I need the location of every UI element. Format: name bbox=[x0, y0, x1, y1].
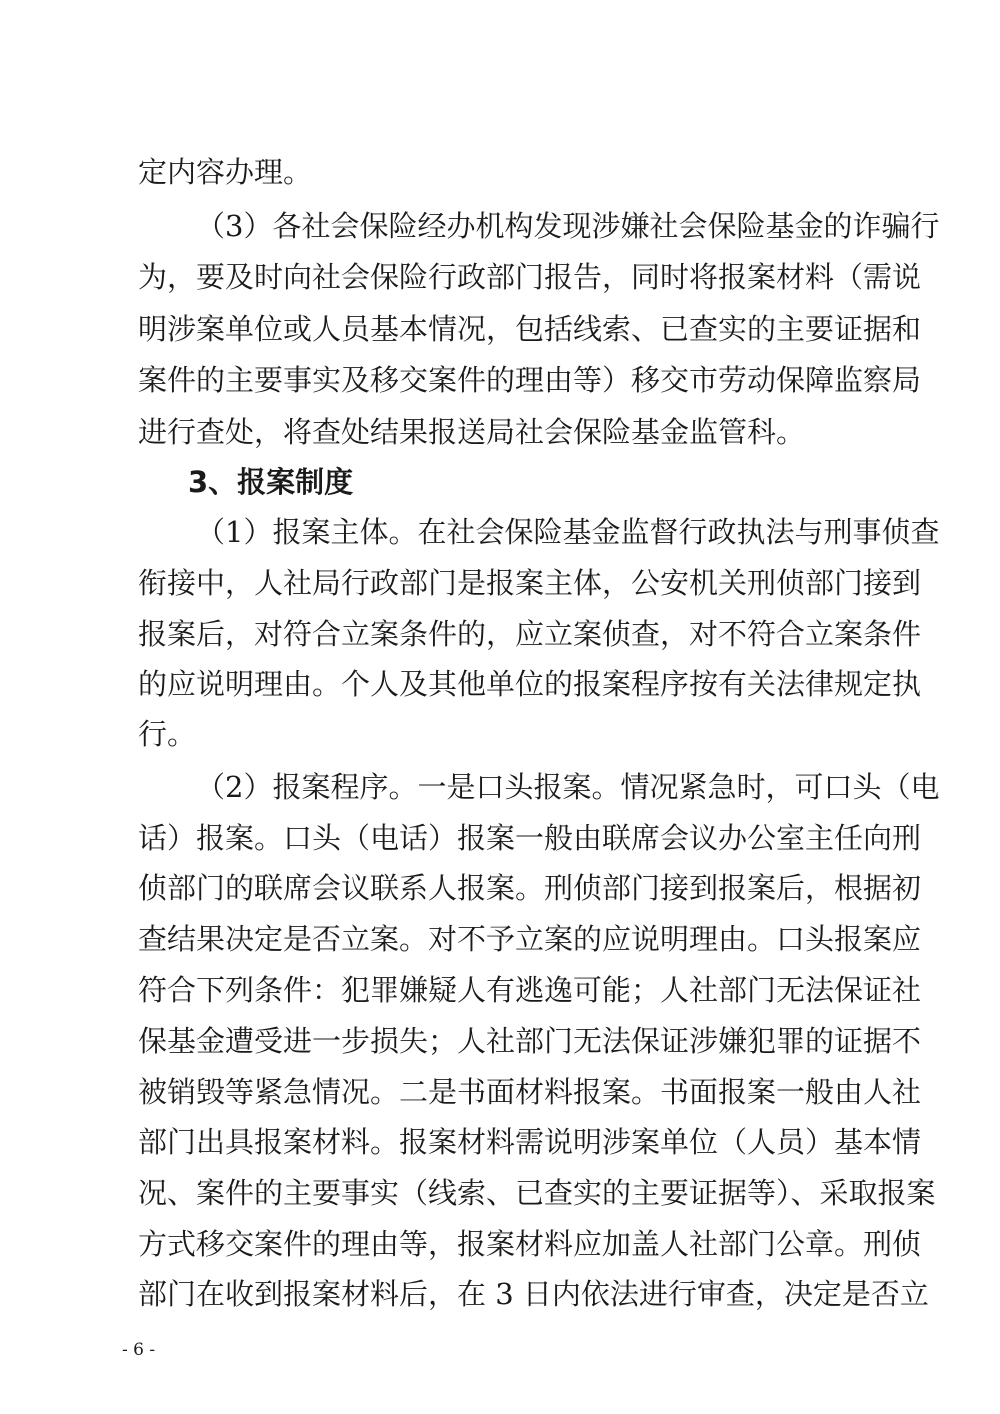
body-text-line: 案件的主要事实及移交案件的理由等）移交市劳动保障监察局 bbox=[138, 363, 922, 397]
body-text-line: 话）报案。口头（电话）报案一般由联席会议办公室主任向刑 bbox=[138, 821, 922, 855]
body-text-line: 进行查处，将查处结果报送局社会保险基金监管科。 bbox=[138, 415, 806, 449]
section-heading: 3、报案制度 bbox=[188, 465, 354, 499]
body-text-line: （2）报案程序。一是口头报案。情况紧急时，可口头（电 bbox=[196, 770, 940, 804]
body-text-line: 部门在收到报案材料后，在 3 日内依法进行审查，决定是否立 bbox=[138, 1277, 929, 1311]
body-text-line: 行。 bbox=[138, 717, 197, 751]
body-text-line: 被销毁等紧急情况。二是书面材料报案。书面报案一般由人社 bbox=[138, 1075, 922, 1109]
body-text-line: 报案后，对符合立案条件的，应立案侦查，对不符合立案条件 bbox=[138, 617, 922, 651]
body-text-line: 定内容办理。 bbox=[138, 155, 313, 189]
body-text-line: 的应说明理由。个人及其他单位的报案程序按有关法律规定执 bbox=[138, 667, 922, 701]
body-text-line: （1）报案主体。在社会保险基金监督行政执法与刑事侦查 bbox=[196, 515, 940, 549]
body-text-line: 符合下列条件：犯罪嫌疑人有逃逸可能；人社部门无法保证社 bbox=[138, 973, 922, 1007]
body-text-line: 方式移交案件的理由等，报案材料应加盖人社部门公章。刑侦 bbox=[138, 1227, 922, 1261]
body-text-line: 侦部门的联席会议联系人报案。刑侦部门接到报案后，根据初 bbox=[138, 871, 922, 905]
body-text-line: 为，要及时向社会保险行政部门报告，同时将报案材料（需说 bbox=[138, 260, 922, 294]
page-number: - 6 - bbox=[122, 1340, 156, 1360]
body-text-line: 衔接中，人社局行政部门是报案主体，公安机关刑侦部门接到 bbox=[138, 566, 922, 600]
body-text-line: 部门出具报案材料。报案材料需说明涉案单位（人员）基本情 bbox=[138, 1125, 922, 1159]
body-text-line: 保基金遭受进一步损失；人社部门无法保证涉嫌犯罪的证据不 bbox=[138, 1024, 922, 1058]
body-text-line: 查结果决定是否立案。对不予立案的应说明理由。口头报案应 bbox=[138, 922, 922, 956]
body-text-line: 况、案件的主要事实（线索、已查实的主要证据等）、采取报案 bbox=[138, 1176, 936, 1210]
body-text-line: 明涉案单位或人员基本情况，包括线索、已查实的主要证据和 bbox=[138, 312, 922, 346]
body-text-line: （3）各社会保险经办机构发现涉嫌社会保险基金的诈骗行 bbox=[196, 209, 940, 243]
